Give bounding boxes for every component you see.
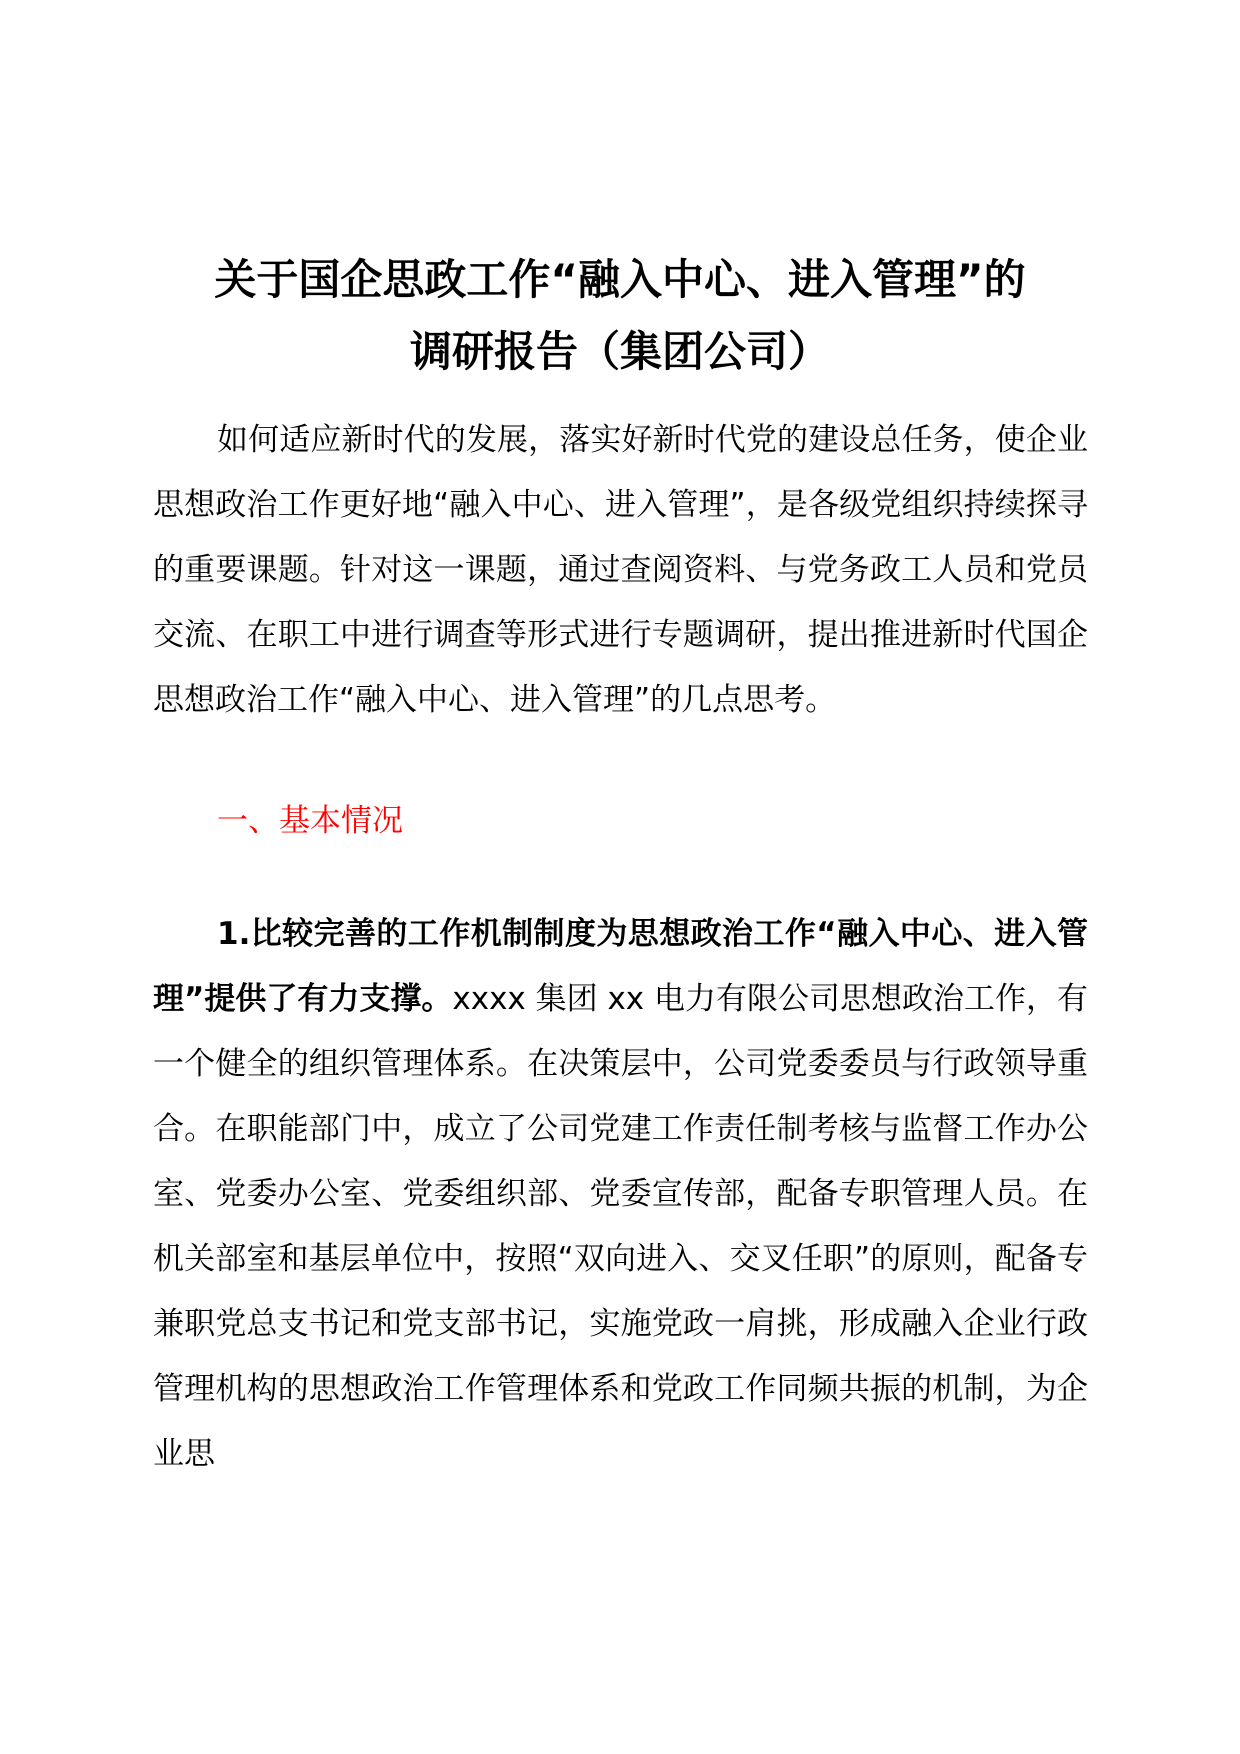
title-line-2: 调研报告（集团公司）: [409, 327, 830, 376]
document-title: [140, 244, 1100, 388]
item-1-body: xxxx 集团 xx 电力有限公司思想政治工作，有一个健全的组织管理体系。在决策层中，公司党委委员与行政领导重合。在职能部门中，成立了公司党建工作责任制考核与监督工作办公室、党委办公室、党委组织部、党委宣传部，配备专职管理人员。在机关部室和基层单位中，按照“双向进入、交叉任职”的原则，配备专兼职党总支书记和党支部书记，实施党政一肩挑，形成融入企业行政管理机构的思想政治工作管理体系和党政工作同频共振的机制，为企业思: [153, 981, 1089, 1472]
intro-paragraph: 如何适应新时代的发展，落实好新时代党的建设总任务，使企业思想政治工作更好地“融入中心、进入管理”，是各级党组织持续探寻的重要课题。针对这一课题，通过查阅资料、与党务政工人员和党员交流、在职工中进行调查等形式进行专题调研，提出推进新时代国企思想政治工作“融入中心、进入管理”的几点思考。: [153, 422, 1088, 718]
section-heading-basic-situation: 一、基本情况: [217, 803, 403, 839]
item-1-lead-sentence: 1.比较完善的工作机制制度为思想政治工作“融入中心、进入管理”提供了有力支撑。: [153, 916, 1088, 1017]
title-line-1: 关于国企思政工作“融入中心、进入管理”的: [214, 255, 1026, 304]
item-1-paragraph: [153, 902, 1088, 1487]
